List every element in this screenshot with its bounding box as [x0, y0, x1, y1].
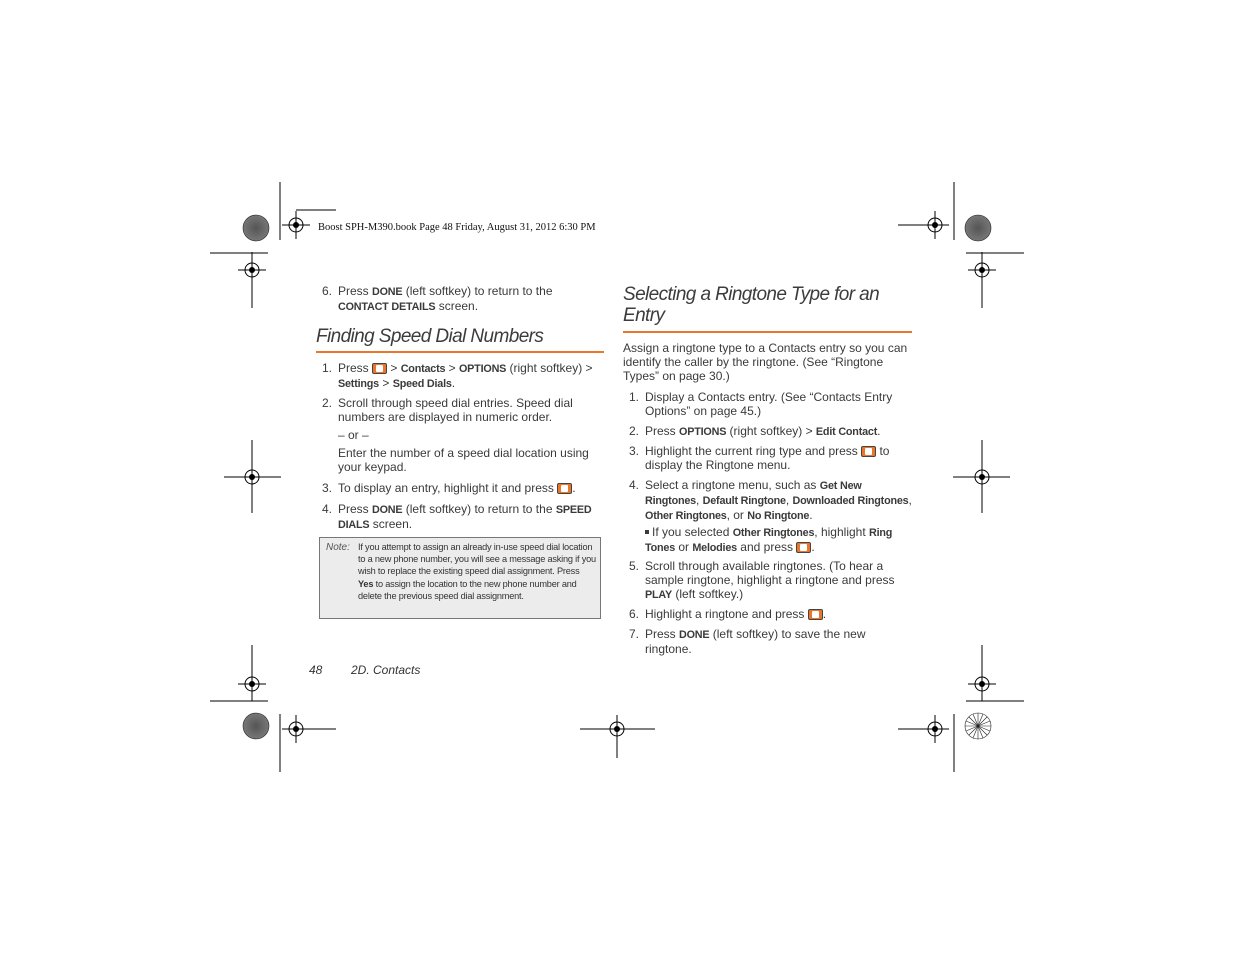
menu-key-icon — [808, 609, 823, 620]
menu-key-icon — [861, 446, 876, 457]
section-name: 2D. Contacts — [351, 663, 421, 677]
intro-paragraph: Assign a ringtone type to a Contacts entry so you can identify the caller by the ringtone. (See “Ringtone Types” on page 30.) — [623, 341, 908, 383]
menu-key-icon — [372, 363, 387, 374]
bullet-icon — [645, 530, 649, 534]
note-text: If you attempt to assign an already in-use speed dial location to a new phone number, you will see a message asking if you wish to replace the existing speed dial assignment. Press Yes to assign the location to the new phone number and delete the previous speed dial assignment. — [358, 542, 596, 601]
section-heading: Finding Speed Dial Numbers — [316, 326, 544, 347]
menu-key-icon — [557, 483, 572, 494]
note-box — [319, 537, 601, 619]
right-column: Selecting a Ringtone Type for an Entry Assign a ringtone type to a Contacts entry so you can identify the caller by the ringtone. (See “Ringtone Types” on page 30.) 1. Display a Contacts entry. (See “Contacts Entry Options” on page 45.) 2. Press OPTIONS (right softkey) > Edit Contact. 3. Highlight the current ring type and press to display the Ringtone menu. 4. Select a ringtone menu, such as Get New Ringtones, Default Ringtone, Downloaded Ringtones, Other Ringtones, or No Ringtone. If you selected Other Ringtones, highlight Ring Tones or Melodies and press . 5. Scroll through available ringtones. (To hear a sample ringtone, highlight a ringtone and press PLAY (left softkey.) 6. Highlight a ringtone and press . 7. Press DONE (left softkey) to save the new ringtone. — [623, 284, 912, 656]
note-label: Note: — [326, 542, 350, 553]
section-heading: Selecting a Ringtone Type for an Entry — [623, 284, 880, 326]
book-header: Boost SPH-M390.book Page 48 Friday, August 31, 2012 6:30 PM — [318, 222, 596, 233]
heading-rule — [623, 331, 912, 333]
left-column: 6. Press DONE (left softkey) to return to the CONTACT DETAILS screen. Finding Speed Dial Numbers 1. Press > Contacts > OPTIONS (right softkey) > Settings > Speed Dials. 2. Scroll through speed dial entries. Speed dial numbers are displayed in numeric order. – or – Enter the number of a speed dial location using your keypad. 3. To display an entry, highlight it and press . 4. Press DONE (left softkey) to return to the SPEED DIALS screen. — [316, 284, 604, 624]
page-number: 48 — [309, 663, 323, 677]
menu-key-icon — [796, 542, 811, 553]
heading-rule — [316, 351, 604, 353]
